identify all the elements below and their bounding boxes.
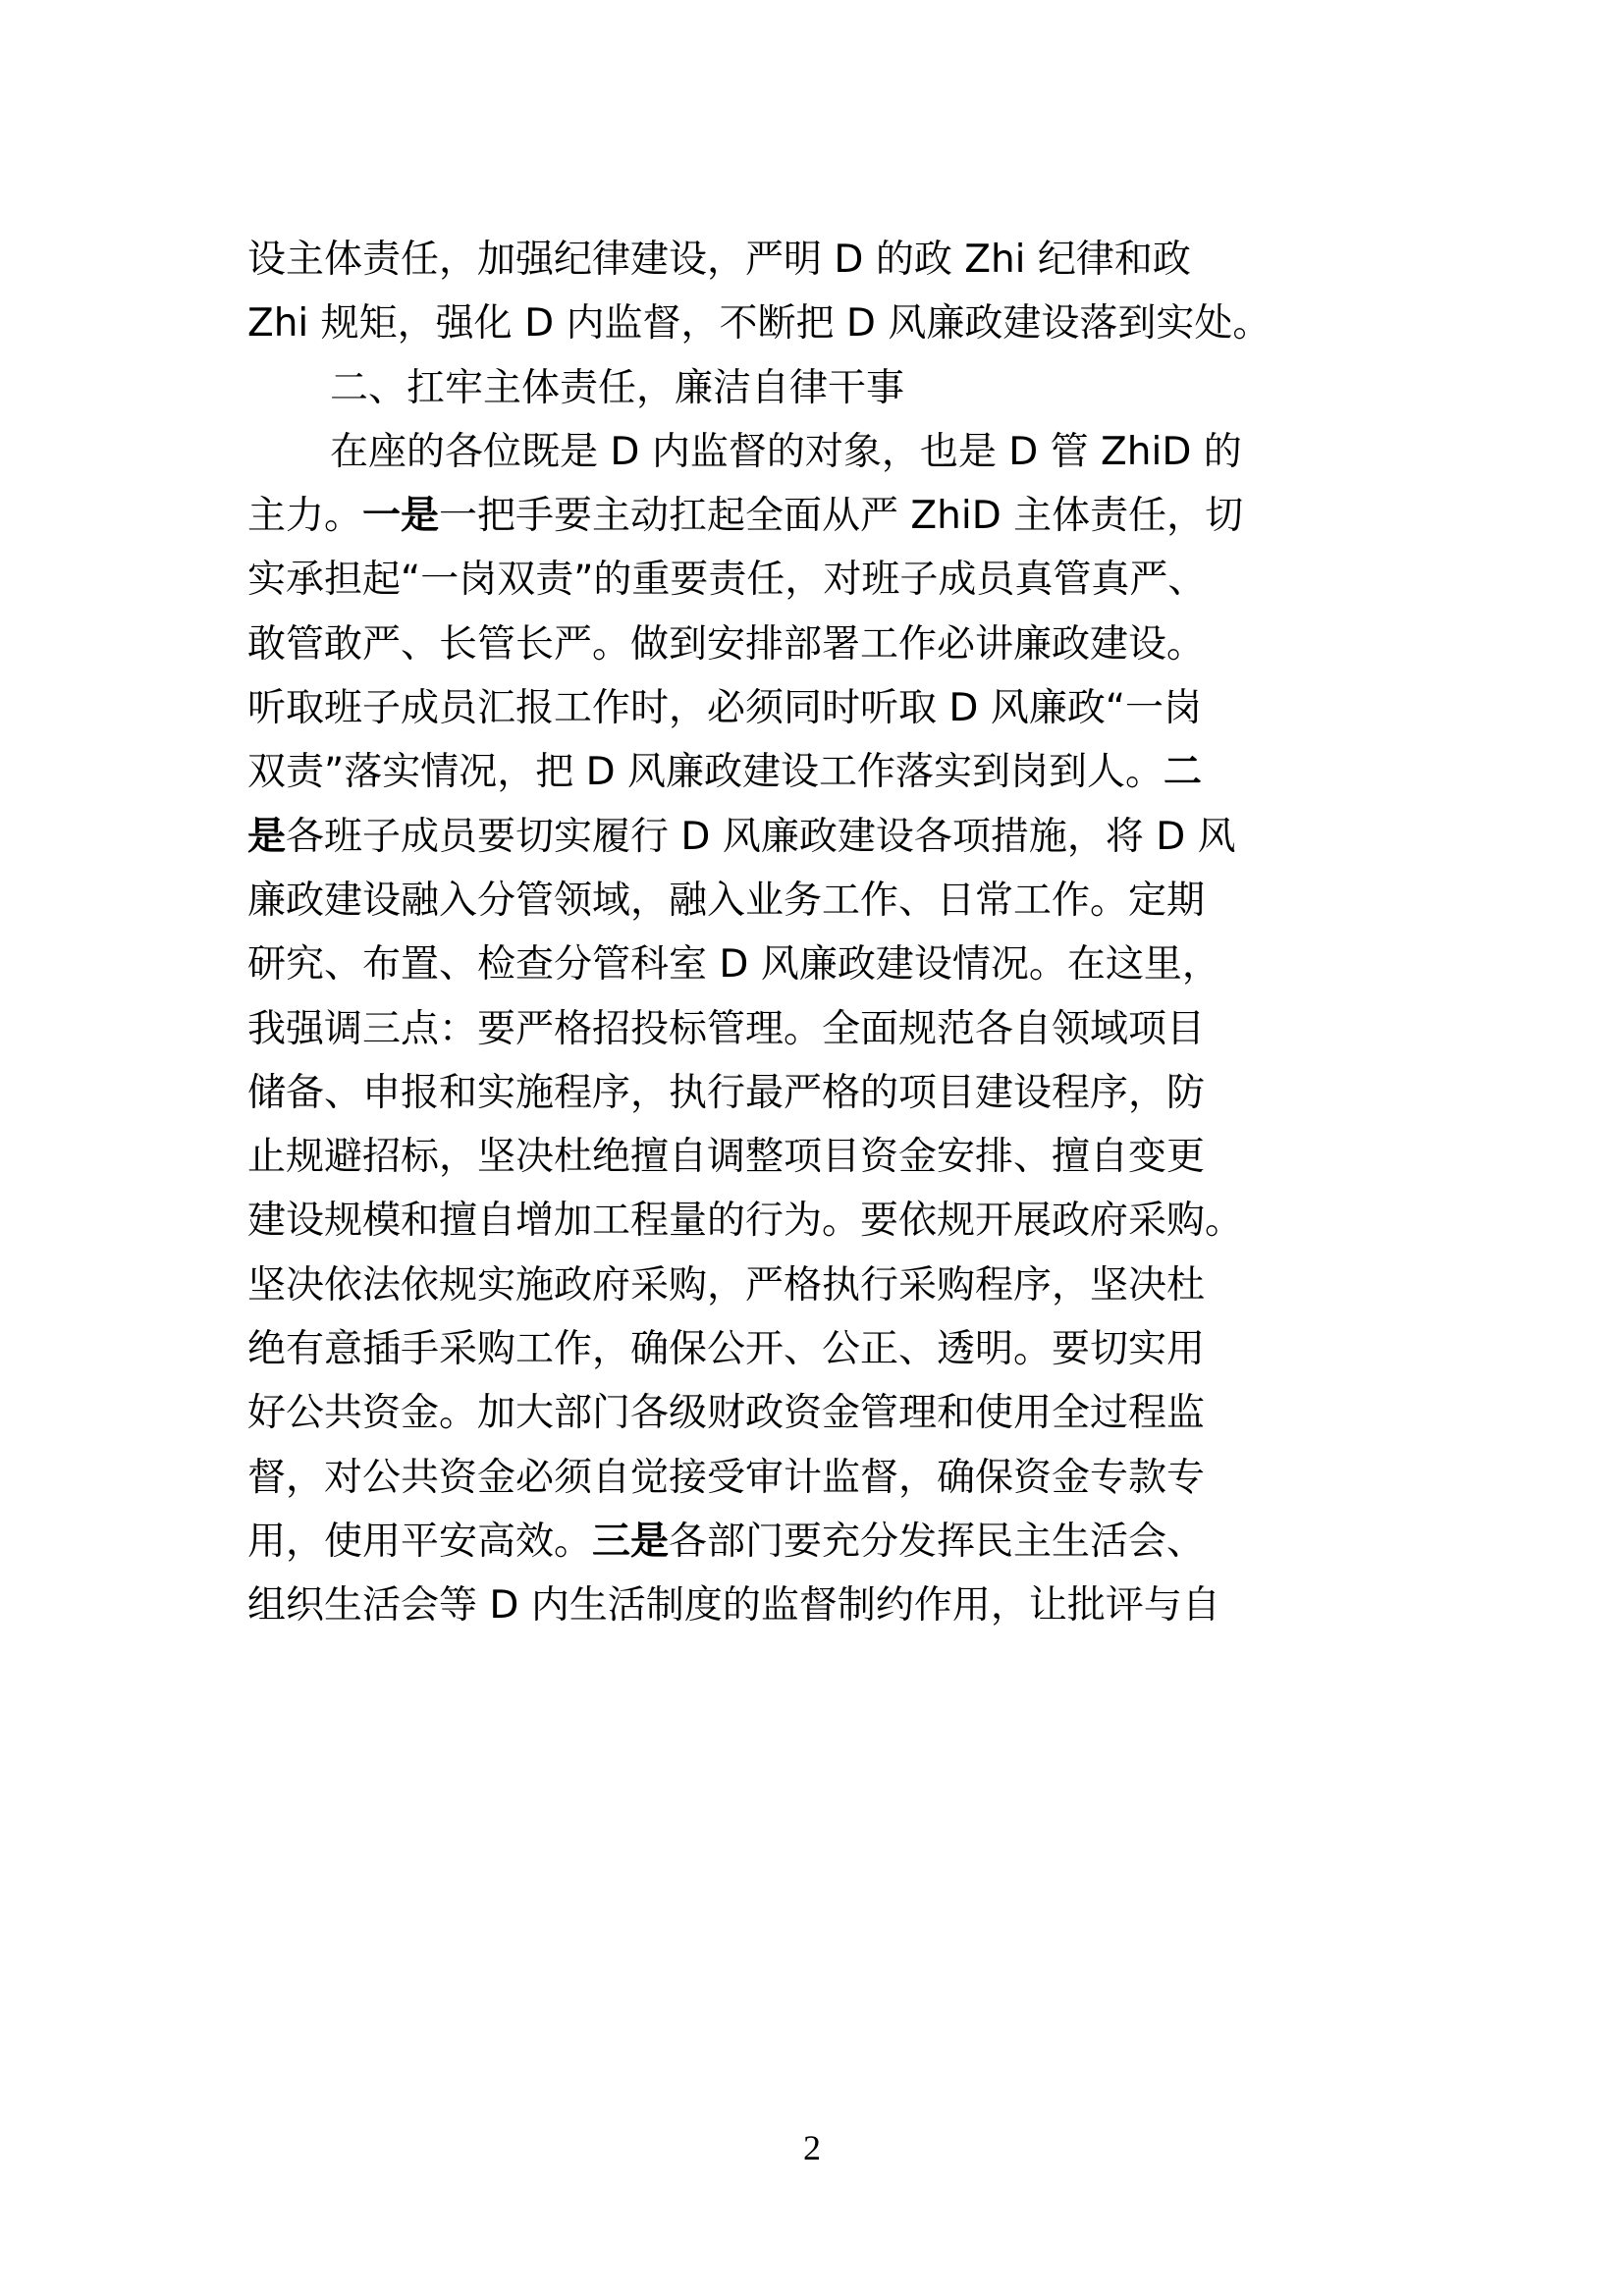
text-line bbox=[247, 805, 1386, 869]
text-run: 储备、申报和实施程序，执行最严格的项目建设程序，防 bbox=[247, 1070, 1206, 1115]
bold-label-third: 三是 bbox=[592, 1519, 670, 1564]
text-run: 主力。 bbox=[247, 494, 363, 539]
body-text bbox=[247, 228, 1386, 1638]
text-line bbox=[247, 228, 1386, 292]
text-run: 我强调三点：要严格招投标管理。全面规范各自领域项目 bbox=[247, 1006, 1206, 1051]
text-run: 敢管敢严、长管长严。做到安排部署工作必讲廉政建设。 bbox=[247, 621, 1206, 667]
text-line bbox=[247, 933, 1386, 996]
text-line bbox=[247, 740, 1386, 804]
text-run: 廉政建设融入分管领域，融入业务工作、日常工作。定期 bbox=[247, 878, 1206, 923]
text-line bbox=[247, 676, 1386, 740]
bold-label-first: 一是 bbox=[362, 494, 440, 539]
text-run: 绝有意插手采购工作，确保公开、公正、透明。要切实用 bbox=[247, 1327, 1206, 1372]
section-heading-text: 二、扛牢主体责任，廉洁自律干事 bbox=[330, 365, 905, 410]
paragraph-start bbox=[247, 420, 1386, 484]
text-run: 督，对公共资金必须自觉接受审计监督，确保资金专款专 bbox=[247, 1455, 1206, 1500]
text-line bbox=[247, 1189, 1386, 1253]
text-line bbox=[247, 1510, 1386, 1574]
text-run: 建设规模和擅自增加工程量的行为。要依规开展政府采购。 bbox=[247, 1199, 1244, 1244]
text-line bbox=[247, 1317, 1386, 1381]
text-run: 好公共资金。加大部门各级财政资金管理和使用全过程监 bbox=[247, 1391, 1206, 1436]
text-run: 各班子成员要切实履行 D 风廉政建设各项措施，将 D 风 bbox=[286, 814, 1236, 859]
text-line bbox=[247, 292, 1386, 355]
text-run: 双责”落实情况，把 D 风廉政建设工作落实到岗到人。 bbox=[247, 750, 1164, 795]
text-run: 研究、布置、检查分管科室 D 风廉政建设情况。在这里， bbox=[247, 942, 1220, 988]
text-run: 各部门要充分发挥民主生活会、 bbox=[669, 1519, 1206, 1564]
text-line bbox=[247, 1061, 1386, 1125]
text-run: 坚决依法依规实施政府采购，严格执行采购程序，坚决杜 bbox=[247, 1262, 1206, 1308]
text-run: 设主体责任，加强纪律建设，严明 D 的政 Zhi 纪律和政 bbox=[247, 238, 1191, 282]
page-number: 2 bbox=[803, 2128, 821, 2167]
text-line bbox=[247, 613, 1386, 676]
text-line bbox=[247, 548, 1386, 612]
text-run: Zhi 规矩，强化 D 内监督，不断把 D 风廉政建设落到实处。 bbox=[247, 301, 1272, 347]
text-line bbox=[247, 1125, 1386, 1189]
text-line bbox=[247, 997, 1386, 1061]
text-line bbox=[247, 1381, 1386, 1445]
text-line bbox=[247, 1254, 1386, 1317]
bold-label-second-part2: 是 bbox=[247, 814, 287, 859]
text-line bbox=[247, 1446, 1386, 1510]
text-run: 止规避招标，坚决杜绝擅自调整项目资金安排、擅自变更 bbox=[247, 1135, 1206, 1180]
text-line bbox=[247, 1574, 1386, 1637]
section-heading bbox=[247, 356, 1386, 420]
text-line bbox=[247, 484, 1386, 548]
text-run: 在座的各位既是 D 内监督的对象，也是 D 管 ZhiD 的 bbox=[330, 429, 1242, 474]
text-run: 用，使用平安高效。 bbox=[247, 1519, 593, 1564]
text-line bbox=[247, 869, 1386, 933]
bold-label-second-part1: 二 bbox=[1164, 750, 1203, 795]
text-run: 听取班子成员汇报工作时，必须同时听取 D 风廉政“一岗 bbox=[247, 686, 1203, 731]
text-run: 实承担起“一岗双责”的重要责任，对班子成员真管真严、 bbox=[247, 558, 1207, 603]
text-run: 一把手要主动扛起全面从严 ZhiD 主体责任，切 bbox=[439, 494, 1244, 539]
text-run: 组织生活会等 D 内生活制度的监督制约作用，让批评与自 bbox=[247, 1583, 1220, 1629]
